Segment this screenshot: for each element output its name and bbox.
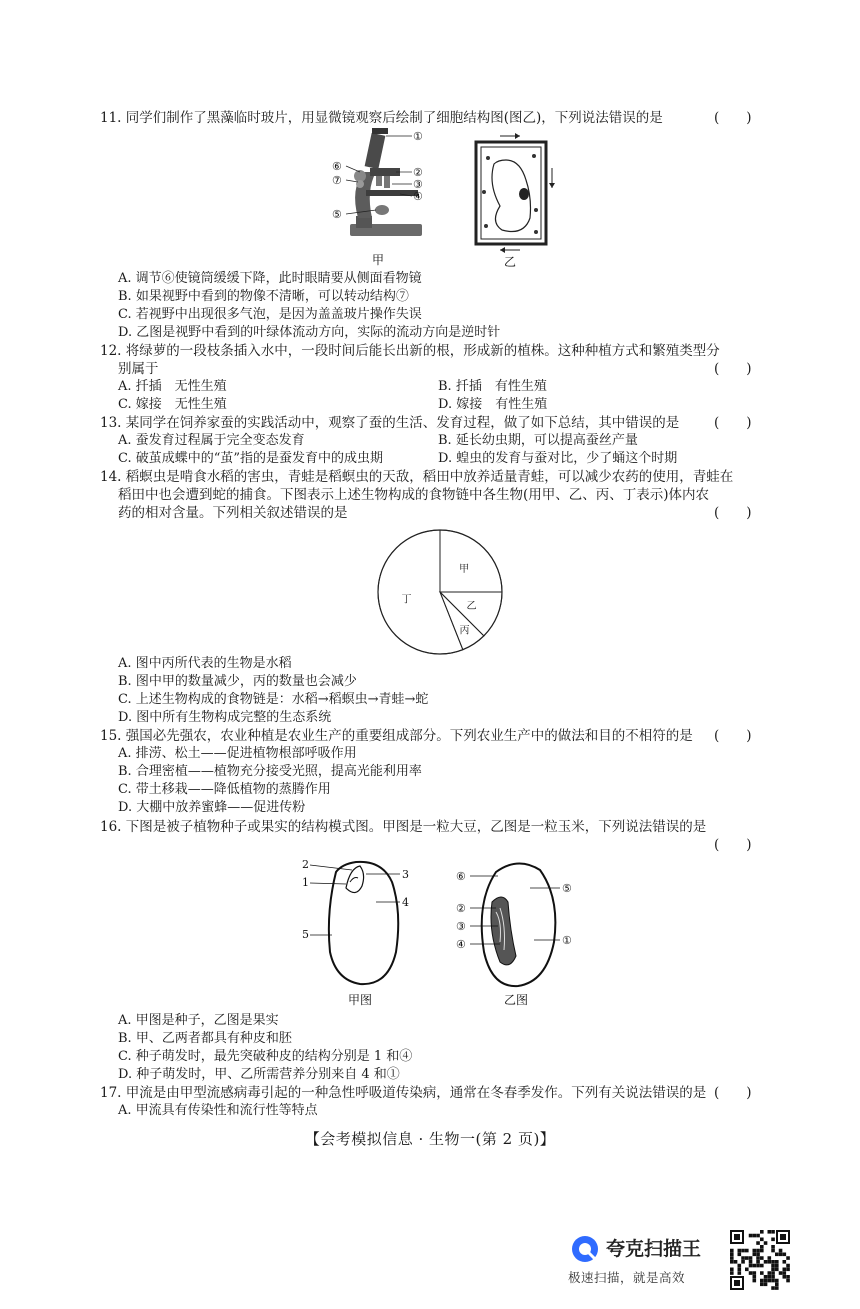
label-2: ② — [413, 166, 423, 179]
q16-option-a: A. 甲图是种子，乙图是果实 — [118, 1013, 279, 1028]
q15-option-c: C. 带土移栽——降低植物的蒸腾作用 — [118, 782, 331, 797]
kernel-label-3: ③ — [456, 920, 466, 933]
q14-answer-paren: ( ) — [714, 505, 752, 521]
kernel-label-4: ④ — [456, 938, 466, 951]
q13-option-d: D. 蝗虫的发育与蚕对比，少了蛹这个时期 — [438, 451, 678, 466]
q14-option-b: B. 图中甲的数量减少，丙的数量也会减少 — [118, 674, 357, 689]
pie-label-2: 乙 — [466, 601, 477, 613]
q15-answer-paren: ( ) — [714, 728, 752, 744]
q14-option-c: C. 上述生物构成的食物链是：水稻→稻螟虫→青蛙→蛇 — [118, 692, 429, 707]
label-6: ⑥ — [332, 160, 342, 173]
scanner-title: 夸克扫描王 — [606, 1238, 702, 1260]
scanner-watermark — [566, 1230, 726, 1290]
q12-option-a: A. 扦插 无性生殖 — [118, 379, 227, 394]
q16-option-d: D. 种子萌发时，甲、乙所需营养分别来自 4 和① — [118, 1067, 400, 1082]
q11-option-d: D. 乙图是视野中看到的叶绿体流动方向，实际的流动方向是逆时针 — [118, 325, 501, 340]
seed-label-5: 5 — [302, 928, 309, 941]
caption-yi: 乙 — [504, 255, 517, 268]
pie-label-1: 甲 — [459, 563, 470, 575]
scanner-logo-icon — [570, 1234, 600, 1264]
q15-option-d: D. 大棚中放养蜜蜂——促进传粉 — [118, 800, 306, 815]
page-footer: 【会考模拟信息 · 生物一(第 2 页)】 — [304, 1130, 556, 1148]
q13-answer-paren: ( ) — [714, 415, 752, 431]
q11-option-b: B. 如果视野中看到的物像不清晰，可以转动结构⑦ — [118, 289, 409, 304]
label-4: ④ — [413, 190, 423, 203]
q15-stem: 15. 强国必先强农，农业种植是农业生产的重要组成部分。下列农业生产中的做法和目的不相符的是 — [100, 728, 693, 744]
qr-code-image — [728, 1228, 792, 1292]
q14-option-a: A. 图中丙所代表的生物是水稻 — [118, 656, 292, 671]
q17-stem: 17. 甲流是由甲型流感病毒引起的一种急性呼吸道传染病，通常在冬春季发作。下列有关说法错误的是 — [100, 1085, 707, 1101]
label-5: ⑤ — [332, 208, 342, 221]
label-1: ① — [413, 130, 423, 143]
seed-label-2: 2 — [302, 858, 309, 871]
q13-stem: 13. 某同学在饲养家蚕的实践活动中，观察了蚕的生活、发育过程，做了如下总结，其中错误的是 — [100, 415, 680, 431]
q12-answer-paren: ( ) — [714, 361, 752, 377]
q11-stem: 11. 同学们制作了黑藻临时玻片，用显微镜观察后绘制了细胞结构图(图乙)，下列说法错误的是 — [100, 110, 663, 126]
q17-answer-paren: ( ) — [714, 1085, 752, 1101]
q11-figure — [320, 128, 560, 268]
q15-option-a: A. 排涝、松土——促进植物根部呼吸作用 — [118, 746, 357, 761]
q11-option-a: A. 调节⑥使镜筒缓缓下降，此时眼睛要从侧面看物镜 — [118, 271, 422, 286]
caption-jia-tu: 甲图 — [348, 993, 373, 1007]
caption-yi-tu: 乙图 — [504, 993, 529, 1007]
seed-label-1: 1 — [302, 876, 309, 889]
seed-label-3: 3 — [402, 868, 409, 881]
pie-label-4: 丁 — [401, 594, 412, 606]
q16-option-b: B. 甲、乙两者都具有种皮和胚 — [118, 1031, 292, 1046]
q14-pie-chart — [374, 526, 506, 658]
q12-stem: 12. 将绿萝的一段枝条插入水中，一段时间后能长出新的根，形成新的植株。这种种植方式和繁殖类型分 — [100, 343, 720, 359]
kernel-label-1: ① — [562, 934, 572, 947]
scanner-subtitle: 极速扫描，就是高效 — [568, 1270, 686, 1285]
q16-stem: 16. 下图是被子植物种子或果实的结构模式图。甲图是一粒大豆，乙图是一粒玉米，下列说法错误的是 — [100, 819, 707, 835]
q14-stem-cont2: 药的相对含量。下列相关叙述错误的是 — [118, 505, 348, 521]
kernel-label-2: ② — [456, 902, 466, 915]
microscope-image — [350, 128, 422, 236]
caption-jia: 甲 — [372, 253, 385, 267]
q13-option-c: C. 破茧成蝶中的“茧”指的是蚕发育中的成虫期 — [118, 451, 384, 466]
plant-cell-image — [476, 133, 555, 253]
q12-option-b: B. 扦插 有性生殖 — [438, 379, 547, 394]
q16-figure — [296, 852, 596, 1012]
kernel-label-6: ⑥ — [456, 870, 466, 883]
q14-stem-cont1: 稻田中也会遭到蛇的捕食。下图表示上述生物构成的食物链中各生物(用甲、乙、丙、丁表示)体内农 — [118, 487, 710, 503]
q16-answer-paren: ( ) — [714, 837, 752, 853]
q11-option-c: C. 若视野中出现很多气泡，是因为盖盖玻片操作失误 — [118, 307, 422, 322]
seed-label-4: 4 — [402, 896, 409, 909]
q12-option-c: C. 嫁接 无性生殖 — [118, 397, 227, 412]
q14-stem: 14. 稻螟虫是啃食水稻的害虫，青蛙是稻螟虫的天敌，稻田中放养适量青蛙，可以减少农药的使用，青蛙在 — [100, 469, 734, 485]
q12-option-d: D. 嫁接 有性生殖 — [438, 397, 548, 412]
q13-option-b: B. 延长幼虫期，可以提高蚕丝产量 — [438, 433, 638, 448]
q14-option-d: D. 图中所有生物构成完整的生态系统 — [118, 710, 332, 725]
q15-option-b: B. 合理密植——植物充分接受光照，提高光能利用率 — [118, 764, 422, 779]
label-7: ⑦ — [332, 174, 342, 187]
soybean-callouts — [302, 858, 409, 941]
soybean-seed-image — [329, 862, 398, 984]
kernel-label-5: ⑤ — [562, 882, 572, 895]
q11-answer-paren: ( ) — [714, 110, 752, 126]
corn-kernel-image — [482, 863, 556, 986]
label-3: ③ — [413, 178, 423, 191]
q17-option-a: A. 甲流具有传染性和流行性等特点 — [118, 1103, 318, 1118]
pie-label-3: 丙 — [459, 625, 470, 637]
q12-stem-cont: 别属于 — [118, 361, 159, 377]
q16-option-c: C. 种子萌发时，最先突破种皮的结构分别是 1 和④ — [118, 1049, 413, 1064]
q13-option-a: A. 蚕发育过程属于完全变态发育 — [118, 433, 305, 448]
